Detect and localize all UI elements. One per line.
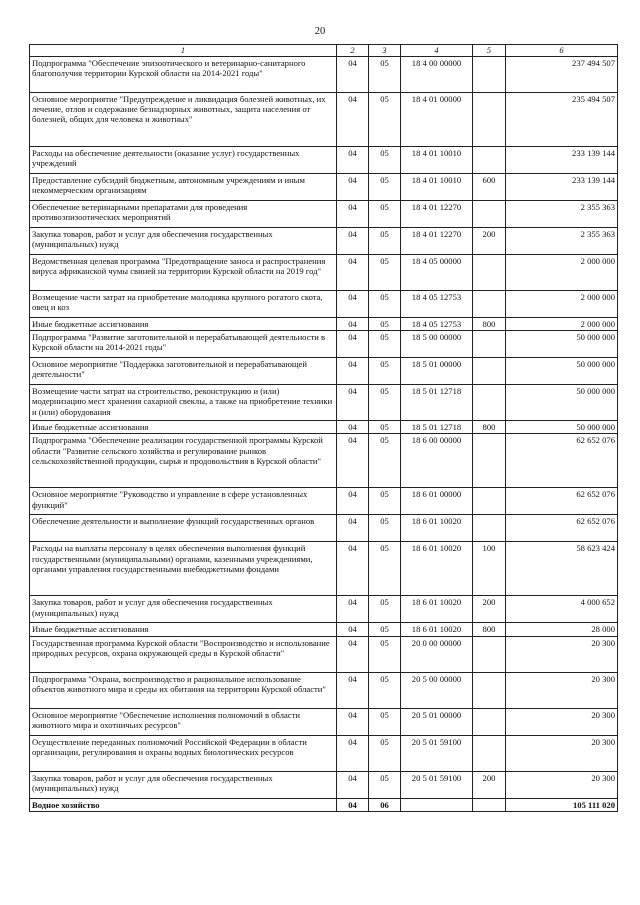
cell-target-article: 18 4 05 00000: [401, 255, 473, 291]
cell-amount: 20 300: [506, 708, 618, 735]
header-col-name: 1: [30, 45, 337, 57]
cell-target-article: 20 5 01 59100: [401, 771, 473, 798]
cell-name: Подпрограмма "Развитие заготовительной и перерабатывающей деятельности в Курской области на 2014-2021 годы": [30, 331, 337, 358]
cell-target-article: 18 6 01 10020: [401, 515, 473, 542]
cell-name: Возмещение части затрат на приобретение молодняка крупного рогатого скота, овец и коз: [30, 291, 337, 318]
cell-expense-type: [473, 147, 506, 174]
cell-amount: 2 355 363: [506, 201, 618, 228]
cell-amount: 50 000 000: [506, 331, 618, 358]
cell-amount: 50 000 000: [506, 358, 618, 385]
cell-target-article: 18 6 01 00000: [401, 488, 473, 515]
cell-section: 04: [337, 57, 369, 93]
cell-name: Расходы на обеспечение деятельности (оказание услуг) государственных учреждений: [30, 147, 337, 174]
table-row: [30, 623, 618, 636]
table-row: [30, 318, 618, 331]
cell-target-article: 18 5 00 00000: [401, 331, 473, 358]
cell-subsection: 05: [369, 385, 401, 421]
cell-section: 04: [337, 623, 369, 636]
cell-amount: 2 000 000: [506, 255, 618, 291]
cell-subsection: 05: [369, 735, 401, 771]
cell-name: Основное мероприятие "Поддержка заготовительной и перерабатывающей деятельности": [30, 358, 337, 385]
cell-section: 04: [337, 636, 369, 672]
cell-subsection: 05: [369, 771, 401, 798]
cell-expense-type: [473, 515, 506, 542]
table-row: [30, 636, 618, 672]
cell-section: 04: [337, 318, 369, 331]
cell-name: Обеспечение деятельности и выполнение функций государственных органов: [30, 515, 337, 542]
cell-expense-type: [473, 291, 506, 318]
header-col-subsection: 3: [369, 45, 401, 57]
cell-amount: 62 652 076: [506, 488, 618, 515]
cell-section: 04: [337, 174, 369, 201]
cell-name: Закупка товаров, работ и услуг для обеспечения государственных (муниципальных) нужд: [30, 596, 337, 623]
table-row: [30, 147, 618, 174]
cell-expense-type: [473, 331, 506, 358]
cell-amount: 62 652 076: [506, 515, 618, 542]
cell-name: Основное мероприятие "Предупреждение и ликвидация болезней животных, их лечение, отлов и содержание безнадзорных животных, защита населения от болезней, общих для человека и животных": [30, 93, 337, 147]
cell-section: 04: [337, 434, 369, 488]
table-row: [30, 798, 618, 811]
table-header-row: [30, 45, 618, 57]
table-row: [30, 93, 618, 147]
cell-name: Осуществление переданных полномочий Российской Федерации в области организации, регулирования и охраны водных биологических ресурсов: [30, 735, 337, 771]
table-row: [30, 385, 618, 421]
cell-amount: 62 652 076: [506, 434, 618, 488]
cell-name: Иные бюджетные ассигнования: [30, 318, 337, 331]
cell-subsection: 05: [369, 201, 401, 228]
cell-expense-type: [473, 672, 506, 708]
cell-subsection: 05: [369, 672, 401, 708]
cell-name: Основное мероприятие "Обеспечение исполнения полномочий в области животного мира и охотничьих ресурсов": [30, 708, 337, 735]
cell-amount: 58 623 424: [506, 542, 618, 596]
table-row: [30, 255, 618, 291]
cell-target-article: 18 6 01 10020: [401, 596, 473, 623]
table-body: [30, 57, 618, 812]
cell-expense-type: [473, 636, 506, 672]
table-row: [30, 488, 618, 515]
cell-name: Государственная программа Курской области "Воспроизводство и использование природных ресурсов, охрана окружающей среды в Курской области": [30, 636, 337, 672]
cell-section: 04: [337, 385, 369, 421]
cell-section: 04: [337, 421, 369, 434]
cell-name: Возмещение части затрат на строительство, реконструкцию и (или) модернизацию мест хранения сахарной свеклы, а также на приобретение техники и (или) оборудования: [30, 385, 337, 421]
table-row: [30, 515, 618, 542]
cell-expense-type: [473, 488, 506, 515]
cell-amount: 2 355 363: [506, 228, 618, 255]
cell-target-article: 20 5 01 00000: [401, 708, 473, 735]
table-row: [30, 708, 618, 735]
cell-expense-type: [473, 201, 506, 228]
cell-expense-type: [473, 57, 506, 93]
table-row: [30, 358, 618, 385]
cell-name: Ведомственная целевая программа "Предотвращение заноса и распространения вируса африканской чумы свиней на территории Курской области на 2019 год": [30, 255, 337, 291]
header-col-expense-type: 5: [473, 45, 506, 57]
cell-target-article: 18 4 01 12270: [401, 228, 473, 255]
cell-expense-type: 800: [473, 421, 506, 434]
table-row: [30, 596, 618, 623]
cell-section: 04: [337, 596, 369, 623]
table-row: [30, 291, 618, 318]
table-row: [30, 174, 618, 201]
cell-expense-type: [473, 735, 506, 771]
cell-subsection: 05: [369, 174, 401, 201]
cell-amount: 233 139 144: [506, 174, 618, 201]
cell-name: Обеспечение ветеринарными препаратами для проведения противоэпизоотических мероприятий: [30, 201, 337, 228]
cell-amount: 105 111 020: [506, 798, 618, 811]
budget-table: [29, 44, 618, 812]
cell-subsection: 05: [369, 515, 401, 542]
cell-subsection: 06: [369, 798, 401, 811]
cell-amount: 20 300: [506, 771, 618, 798]
header-col-target-article: 4: [401, 45, 473, 57]
cell-target-article: 18 4 01 10010: [401, 147, 473, 174]
table-row: [30, 434, 618, 488]
cell-amount: 20 300: [506, 735, 618, 771]
cell-section: 04: [337, 255, 369, 291]
cell-target-article: 18 5 01 00000: [401, 358, 473, 385]
cell-name: Водное хозяйство: [30, 798, 337, 811]
cell-subsection: 05: [369, 708, 401, 735]
cell-name: Закупка товаров, работ и услуг для обеспечения государственных (муниципальных) нужд: [30, 228, 337, 255]
cell-subsection: 05: [369, 147, 401, 174]
cell-target-article: 18 5 01 12718: [401, 421, 473, 434]
table-row: [30, 771, 618, 798]
cell-amount: 4 000 652: [506, 596, 618, 623]
cell-amount: 50 000 000: [506, 385, 618, 421]
cell-amount: 28 000: [506, 623, 618, 636]
cell-amount: 50 000 000: [506, 421, 618, 434]
cell-subsection: 05: [369, 318, 401, 331]
cell-amount: 237 494 507: [506, 57, 618, 93]
cell-name: Основное мероприятие "Руководство и управление в сфере установленных функций": [30, 488, 337, 515]
cell-subsection: 05: [369, 434, 401, 488]
cell-expense-type: 600: [473, 174, 506, 201]
table-row: [30, 331, 618, 358]
cell-name: Подпрограмма "Обеспечение эпизоотического и ветеринарно-санитарного благополучия территории Курской области на 2014-2021 годы": [30, 57, 337, 93]
cell-expense-type: 800: [473, 318, 506, 331]
cell-amount: 20 300: [506, 672, 618, 708]
cell-section: 04: [337, 735, 369, 771]
cell-target-article: 20 5 00 00000: [401, 672, 473, 708]
cell-section: 04: [337, 672, 369, 708]
cell-section: 04: [337, 798, 369, 811]
cell-amount: 2 000 000: [506, 291, 618, 318]
cell-subsection: 05: [369, 93, 401, 147]
cell-subsection: 05: [369, 636, 401, 672]
cell-expense-type: 100: [473, 542, 506, 596]
cell-section: 04: [337, 147, 369, 174]
table-row: [30, 228, 618, 255]
cell-expense-type: [473, 385, 506, 421]
cell-name: Иные бюджетные ассигнования: [30, 623, 337, 636]
cell-subsection: 05: [369, 421, 401, 434]
cell-name: Подпрограмма "Охрана, воспроизводство и рациональное использование объектов животного мира и среды их обитания на территории Курской области": [30, 672, 337, 708]
cell-section: 04: [337, 93, 369, 147]
table-row: [30, 542, 618, 596]
cell-subsection: 05: [369, 542, 401, 596]
cell-target-article: 20 0 00 00000: [401, 636, 473, 672]
cell-expense-type: 200: [473, 771, 506, 798]
cell-target-article: 18 4 05 12753: [401, 291, 473, 318]
cell-section: 04: [337, 358, 369, 385]
cell-target-article: 18 4 01 10010: [401, 174, 473, 201]
table-row: [30, 735, 618, 771]
table-row: [30, 672, 618, 708]
header-col-amount: 6: [506, 45, 618, 57]
cell-target-article: 18 4 01 00000: [401, 93, 473, 147]
cell-section: 04: [337, 708, 369, 735]
cell-subsection: 05: [369, 358, 401, 385]
cell-expense-type: 800: [473, 623, 506, 636]
table-row: [30, 57, 618, 93]
cell-section: 04: [337, 291, 369, 318]
cell-amount: 20 300: [506, 636, 618, 672]
cell-expense-type: 200: [473, 228, 506, 255]
cell-target-article: 18 4 01 12270: [401, 201, 473, 228]
cell-expense-type: 200: [473, 596, 506, 623]
page-number: 20: [314, 26, 326, 37]
cell-target-article: 18 6 01 10020: [401, 542, 473, 596]
cell-subsection: 05: [369, 57, 401, 93]
cell-name: Подпрограмма "Обеспечение реализации государственной программы Курской области "Развитие сельского хозяйства и регулирование рынков сельскохозяйственной продукции, сырья и продовольствия в Курской области": [30, 434, 337, 488]
cell-target-article: 18 4 05 12753: [401, 318, 473, 331]
cell-target-article: 18 5 01 12718: [401, 385, 473, 421]
cell-subsection: 05: [369, 596, 401, 623]
cell-expense-type: [473, 708, 506, 735]
cell-expense-type: [473, 434, 506, 488]
cell-amount: 235 494 507: [506, 93, 618, 147]
cell-subsection: 05: [369, 228, 401, 255]
cell-subsection: 05: [369, 623, 401, 636]
cell-subsection: 05: [369, 255, 401, 291]
cell-name: Иные бюджетные ассигнования: [30, 421, 337, 434]
cell-section: 04: [337, 771, 369, 798]
cell-target-article: 18 6 01 10020: [401, 623, 473, 636]
cell-expense-type: [473, 358, 506, 385]
table-row: [30, 201, 618, 228]
cell-expense-type: [473, 798, 506, 811]
cell-subsection: 05: [369, 488, 401, 515]
cell-section: 04: [337, 488, 369, 515]
cell-section: 04: [337, 515, 369, 542]
cell-name: Закупка товаров, работ и услуг для обеспечения государственных (муниципальных) нужд: [30, 771, 337, 798]
cell-amount: 2 000 000: [506, 318, 618, 331]
cell-target-article: 20 5 01 59100: [401, 735, 473, 771]
cell-section: 04: [337, 228, 369, 255]
cell-subsection: 05: [369, 331, 401, 358]
cell-name: Расходы на выплаты персоналу в целях обеспечения выполнения функций государственными (муниципальными) органами, казенными учреждениями, органами управления государственными внебюджетными фондами: [30, 542, 337, 596]
cell-target-article: 18 4 00 00000: [401, 57, 473, 93]
cell-section: 04: [337, 331, 369, 358]
cell-amount: 233 139 144: [506, 147, 618, 174]
cell-subsection: 05: [369, 291, 401, 318]
cell-section: 04: [337, 201, 369, 228]
cell-target-article: 18 6 00 00000: [401, 434, 473, 488]
cell-section: 04: [337, 542, 369, 596]
table-row: [30, 421, 618, 434]
cell-target-article: [401, 798, 473, 811]
cell-expense-type: [473, 93, 506, 147]
header-col-section: 2: [337, 45, 369, 57]
cell-expense-type: [473, 255, 506, 291]
cell-name: Предоставление субсидий бюджетным, автономным учреждениям и иным некоммерческим организациям: [30, 174, 337, 201]
